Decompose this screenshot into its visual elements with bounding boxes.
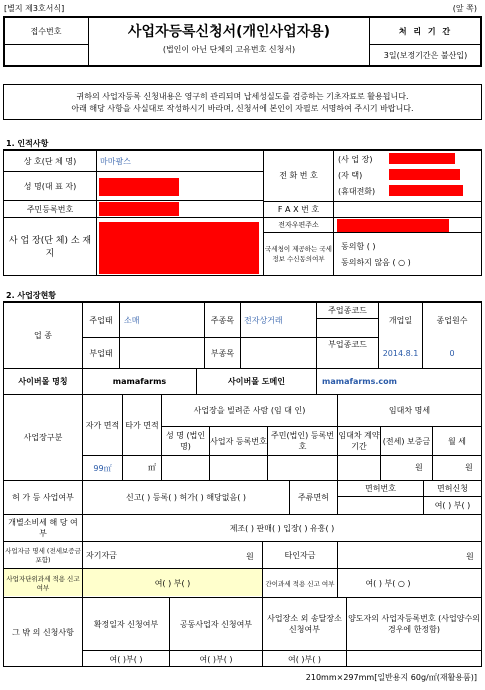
- start-date-value: 2014.8.1: [382, 348, 419, 358]
- cyber-domain-value: mamafarms.com: [322, 377, 398, 386]
- monthly-rent-label: 월 세: [448, 436, 466, 446]
- email-label: 전자우편주소: [278, 221, 319, 229]
- notice-line2: 아래 해당 사항을 사실대로 작성하시기 바라며, 신청서에 본인이 자필로 서명하여 주시기 바랍니다.: [71, 103, 414, 113]
- resident-number-label: 주민등록번호: [26, 204, 74, 214]
- excise-options[interactable]: 제조( ) 판매( ) 입장( ) 유흥( ): [229, 523, 335, 533]
- phone-office-redacted: [389, 153, 455, 164]
- fax-label: F A X 번 호: [277, 205, 320, 214]
- rent-area-unit: ㎡: [148, 463, 156, 472]
- monthly-unit: 원: [465, 463, 473, 472]
- own-capital-unit: 원: [246, 552, 254, 561]
- consent-no[interactable]: 동의하지 않음 ( ○ ): [341, 257, 411, 267]
- cyber-name-label: 사이버몰 명칭: [18, 377, 68, 386]
- main-code-label: 주업종코드: [328, 306, 367, 315]
- section1-title: 1. 인적사항: [6, 139, 49, 148]
- other-capital-label: 타인자금: [284, 550, 316, 560]
- lessor-name-label: 성 명 (법인명): [165, 431, 206, 451]
- sub-type-label: 부업태: [89, 348, 113, 358]
- other-apply-label: 그 밖 의 신청사항: [12, 628, 74, 637]
- simple-tax-label: 간이과세 적용 신고 여부: [265, 579, 335, 588]
- trade-name-value: 마마팜스: [100, 156, 131, 166]
- consent-yes[interactable]: 동의함 ( ): [341, 241, 376, 251]
- co-owner-label: 공동사업자 신청여부: [179, 619, 253, 629]
- lease-label: 임대차 명세: [388, 406, 431, 415]
- license-number-label: 면허번호: [365, 484, 396, 493]
- lessor-resno-label: 주민(법인) 등록번호: [271, 431, 334, 451]
- unit-tax-label: 사업자단위과세 적용 신고 여부: [6, 575, 80, 592]
- deposit-unit: 원: [415, 463, 423, 472]
- phone-office-label: (사 업 장): [338, 154, 373, 164]
- form-subtitle: (법인이 아닌 단체의 고유번호 신청서): [162, 44, 296, 54]
- fixed-date-label: 확정일자 신청여부: [93, 619, 159, 629]
- cyber-name-value: mamafarms: [112, 377, 167, 386]
- rent-area-label: 타가 면적: [125, 420, 159, 430]
- phone-mobile-redacted: [389, 185, 463, 196]
- employees-label: 종업원수: [436, 315, 468, 325]
- phone-label: 전 화 번 호: [279, 171, 318, 180]
- phone-mobile-label: (휴대전화): [338, 186, 376, 196]
- fixed-date-value[interactable]: 여( )부( ): [109, 654, 143, 664]
- simple-tax-options[interactable]: 여( ) 부( ○ ): [365, 578, 411, 588]
- license-apply-label: 면허신청: [437, 484, 468, 493]
- phone-home-redacted: [389, 169, 460, 180]
- lessor-bizno-label: 사업자 등록번호: [210, 436, 267, 446]
- main-type-label: 주업태: [89, 315, 113, 325]
- form-title: 사업자등록신청서(개인사업자용): [127, 24, 331, 40]
- form-number: [별지 제3호서식]: [4, 4, 65, 13]
- resident-number-redacted: [99, 202, 179, 216]
- business-type-label: 업 종: [34, 331, 52, 340]
- excise-label: 개별소비세 해 당 여 부: [8, 518, 78, 538]
- license-apply-value[interactable]: 여( ) 부( ): [434, 501, 471, 510]
- liquor-license-label: 주류면허: [298, 493, 329, 502]
- deposit-label: (전세) 보증금: [382, 436, 431, 446]
- lessor-label: 사업장을 빌려준 사람 (임 대 인): [193, 406, 306, 415]
- lease-period-label: 임대차 계약기간: [338, 431, 380, 451]
- email-redacted: [337, 219, 449, 232]
- receipt-number-label: 접수번호: [30, 26, 62, 36]
- paper-spec: 210mm×297mm[일반용지 60g/㎡(재활용품)]: [305, 673, 477, 682]
- other-capital-unit: 원: [466, 552, 474, 561]
- permit-label: 허 가 등 사업여부: [12, 493, 74, 502]
- own-area-label: 자가 면적: [85, 420, 120, 430]
- trade-name-label: 상 호(단 체 명): [23, 156, 77, 166]
- capital-label: 사업자금 명세 (전세보증금 포함): [5, 547, 81, 564]
- notice-line1: 귀하의 사업자등록 신청내용은 영구히 관리되며 납세성실도를 검증하는 기초자료로 활용됩니다.: [76, 91, 409, 101]
- permit-options[interactable]: 신고( ) 등록( ) 허가( ) 해당없음( ): [125, 493, 247, 502]
- start-date-label: 개업일: [388, 315, 413, 325]
- page-side: (앞 쪽): [452, 4, 477, 13]
- mail-place-value[interactable]: 여( )부( ): [287, 654, 322, 664]
- unit-tax-options[interactable]: 여( ) 부( ): [154, 578, 191, 588]
- mail-place-label: 사업장소 외 송달장소 신청여부: [267, 614, 342, 634]
- co-owner-value[interactable]: 여( )부( ): [199, 654, 233, 664]
- main-item-label: 주종목: [210, 315, 235, 325]
- processing-value: 3일(보정기간은 불산입): [383, 50, 468, 60]
- cyber-domain-label: 사이버몰 도메인: [228, 377, 285, 386]
- own-area-value: 99㎡: [93, 463, 112, 473]
- processing-label: 처 리 기 간: [398, 26, 453, 36]
- consent-label: 국세청이 제공하는 국세정보 수신동의여부: [265, 245, 332, 263]
- site-class-label: 사업장구분: [23, 433, 63, 442]
- section2-title: 2. 사업장현황: [6, 291, 57, 300]
- rep-name-label: 성 명(대 표 자): [23, 181, 77, 191]
- own-capital-label: 자기자금: [86, 550, 117, 560]
- sub-code-label: 부업종코드: [328, 339, 367, 349]
- address-redacted: [99, 222, 259, 274]
- rep-name-redacted: [99, 178, 179, 196]
- sub-item-label: 부종목: [210, 348, 235, 358]
- transfer-bizno-label: 양도자의 사업자등록번호 (사업양수의 경우에 한정함): [348, 614, 480, 634]
- employees-value: 0: [449, 348, 455, 358]
- address-label: 사 업 장(단 체) 소 재 지: [8, 236, 92, 259]
- phone-home-label: (자 택): [338, 170, 363, 180]
- main-type-value: 소매: [124, 315, 140, 325]
- main-item-value: 전자상거래: [244, 315, 283, 325]
